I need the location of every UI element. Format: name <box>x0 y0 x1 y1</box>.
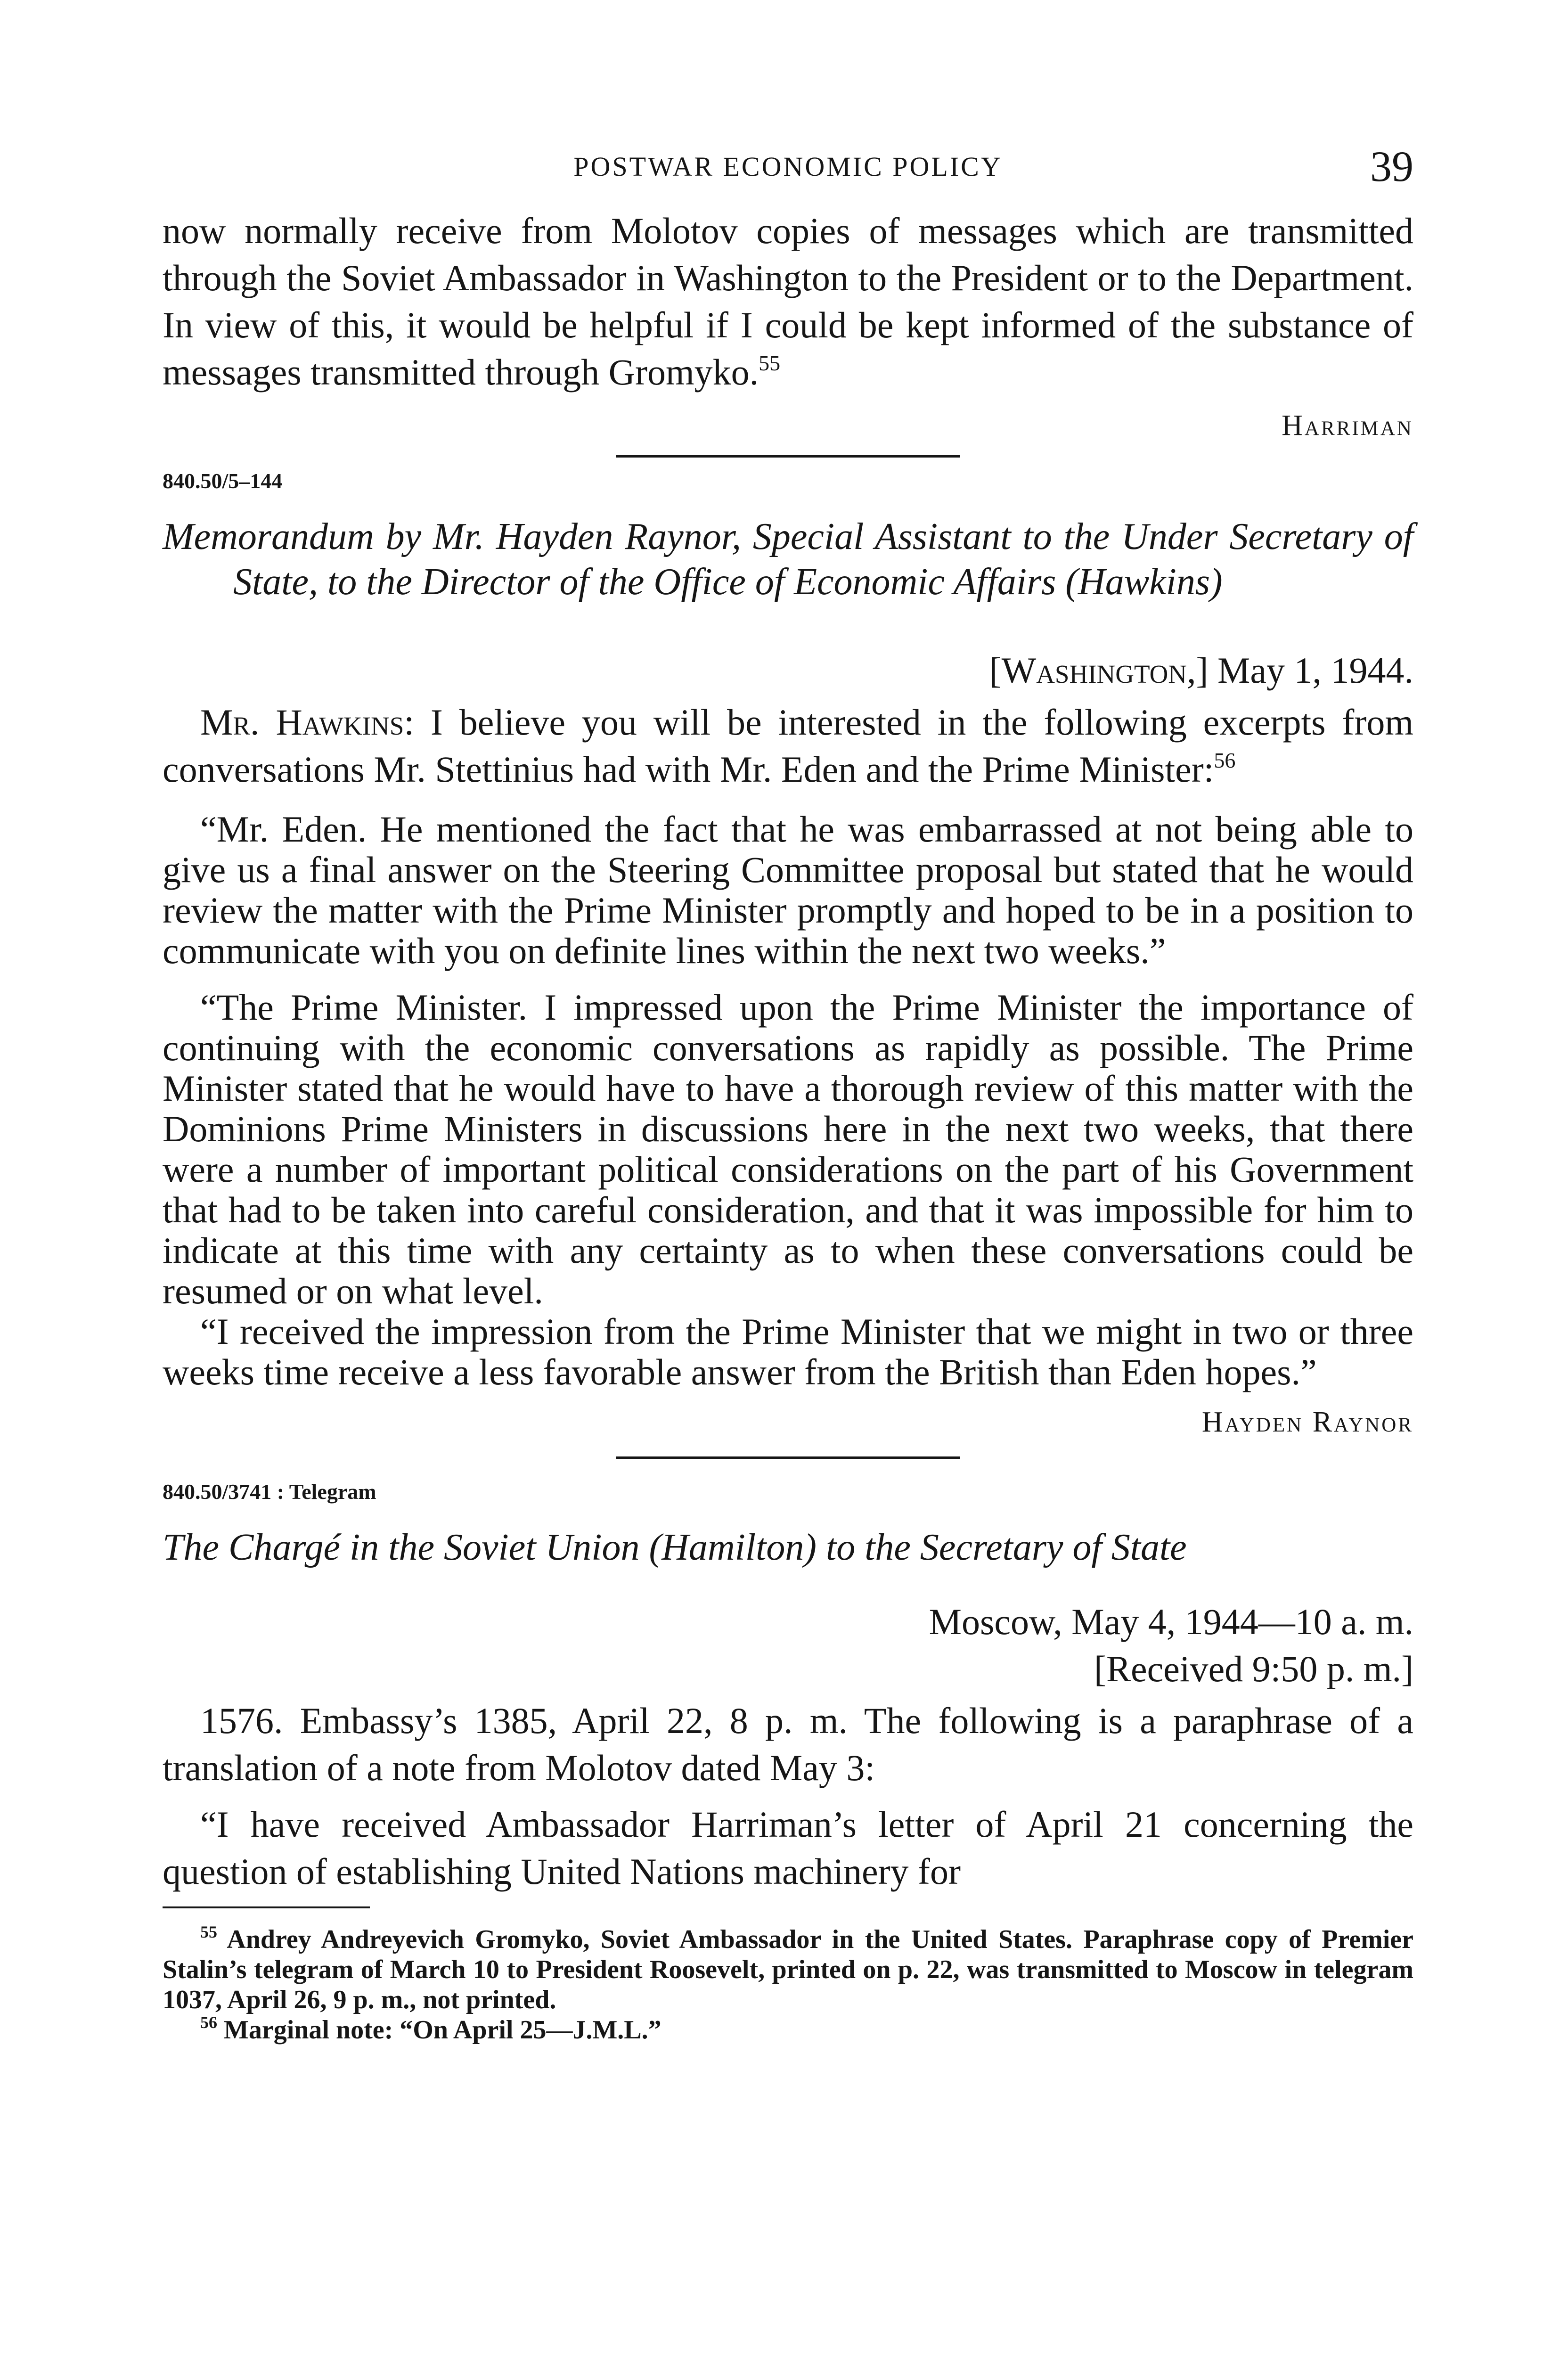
running-title: POSTWAR ECONOMIC POLICY <box>573 151 1003 182</box>
salutation: Mr. Hawkins: <box>200 702 415 743</box>
footnotes <box>163 1924 1413 2045</box>
telegram-received: [Received 9:50 p. m.] <box>1094 1648 1413 1689</box>
signature-raynor: Hayden Raynor <box>1201 1406 1413 1438</box>
document-heading: Memorandum by Mr. Hayden Raynor, Special Assistant to the Under Secretary of State, to the Director of the Office of Economic Affairs (Hawkins) <box>163 516 1413 603</box>
quote-eden: “Mr. Eden. He mentioned the fact that he was embarrassed at not being able to give us a final answer on the Steering Committee proposal but stated that he would review the matter with the Prime Minister promptly and hoped to be in a position to communicate with you on definite lines within the next two weeks.” <box>163 809 1413 971</box>
file-reference: 840.50/3741 : Telegram <box>163 1480 376 1504</box>
harriman-message-continuation <box>163 207 1413 396</box>
footnote-text: Andrey Andreyevich Gromyko, Soviet Ambassador in the United States. Paraphrase copy of Premier Stalin’s telegram of March 10 to President Roosevelt, printed on p. 22, was transmitted to Moscow in telegram 1037, April 26, 9 p. m., not printed. <box>163 1925 1413 2014</box>
section-divider <box>616 455 960 458</box>
footnote-text: Marginal note: “On April 25—J.M.L.” <box>224 2015 662 2045</box>
intro-text: I believe you will be interested in the following excerpts from conversations Mr. Stettinius had with Mr. Eden and the Prime Minister: <box>163 702 1414 790</box>
dateline <box>163 647 1413 694</box>
section-divider <box>616 1456 960 1459</box>
dateline-place: [Washington,] <box>989 650 1209 691</box>
signature-harriman: Harriman <box>1282 409 1413 442</box>
footnote-mark: 56 <box>200 2013 217 2032</box>
quote-prime-minister: “The Prime Minister. I impressed upon the Prime Minister the importance of continuing with the economic conversations as rapidly as possible. The Prime Minister stated that he would have to have a thorough review of this matter with the Dominions Prime Ministers in discussions here in the next two weeks, that there were a number of important political considerations on the part of his Government that had to be taken into careful consideration, and that it was impossible for him to indicate at this time with any certainty as to when these conversations could be resumed or on what level. <box>163 987 1413 1311</box>
continuation-text: now normally receive from Molotov copies of messages which are transmitted through the Soviet Ambassador in Washington to the President or to the Department. In view of this, it would be helpful if I could be kept informed of the substance of messages transmitted through Gromyko. <box>163 210 1413 393</box>
page-number: 39 <box>1370 142 1413 190</box>
memo-intro <box>163 699 1413 793</box>
dateline-date: May 1, 1944. <box>1217 650 1413 691</box>
footnote-55 <box>163 1924 1413 2015</box>
telegram-dateline: Moscow, May 4, 1944—10 a. m. <box>929 1601 1413 1642</box>
telegram-heading: The Chargé in the Soviet Union (Hamilton) to the Secretary of State <box>163 1527 1187 1568</box>
quote-impression: “I received the impression from the Prime Minister that we might in two or three weeks time receive a less favorable answer from the British than Eden hopes.” <box>163 1311 1413 1392</box>
molotov-note-paragraph: “I have received Ambassador Harriman’s letter of April 21 concerning the question of establishing United Nations machinery for <box>163 1804 1413 1892</box>
footnote-ref-55: 55 <box>759 351 781 375</box>
page-header <box>163 141 1413 193</box>
footnote-56 <box>163 2015 1413 2045</box>
footnote-ref-56: 56 <box>1214 748 1236 772</box>
telegram-paragraph: 1576. Embassy’s 1385, April 22, 8 p. m. The following is a paraphrase of a translation of a note from Molotov dated May 3: <box>163 1700 1413 1788</box>
footnote-mark: 55 <box>200 1922 217 1941</box>
file-reference: 840.50/5–144 <box>163 469 283 493</box>
document-page <box>163 141 1413 2045</box>
footnote-divider <box>163 1906 370 1908</box>
